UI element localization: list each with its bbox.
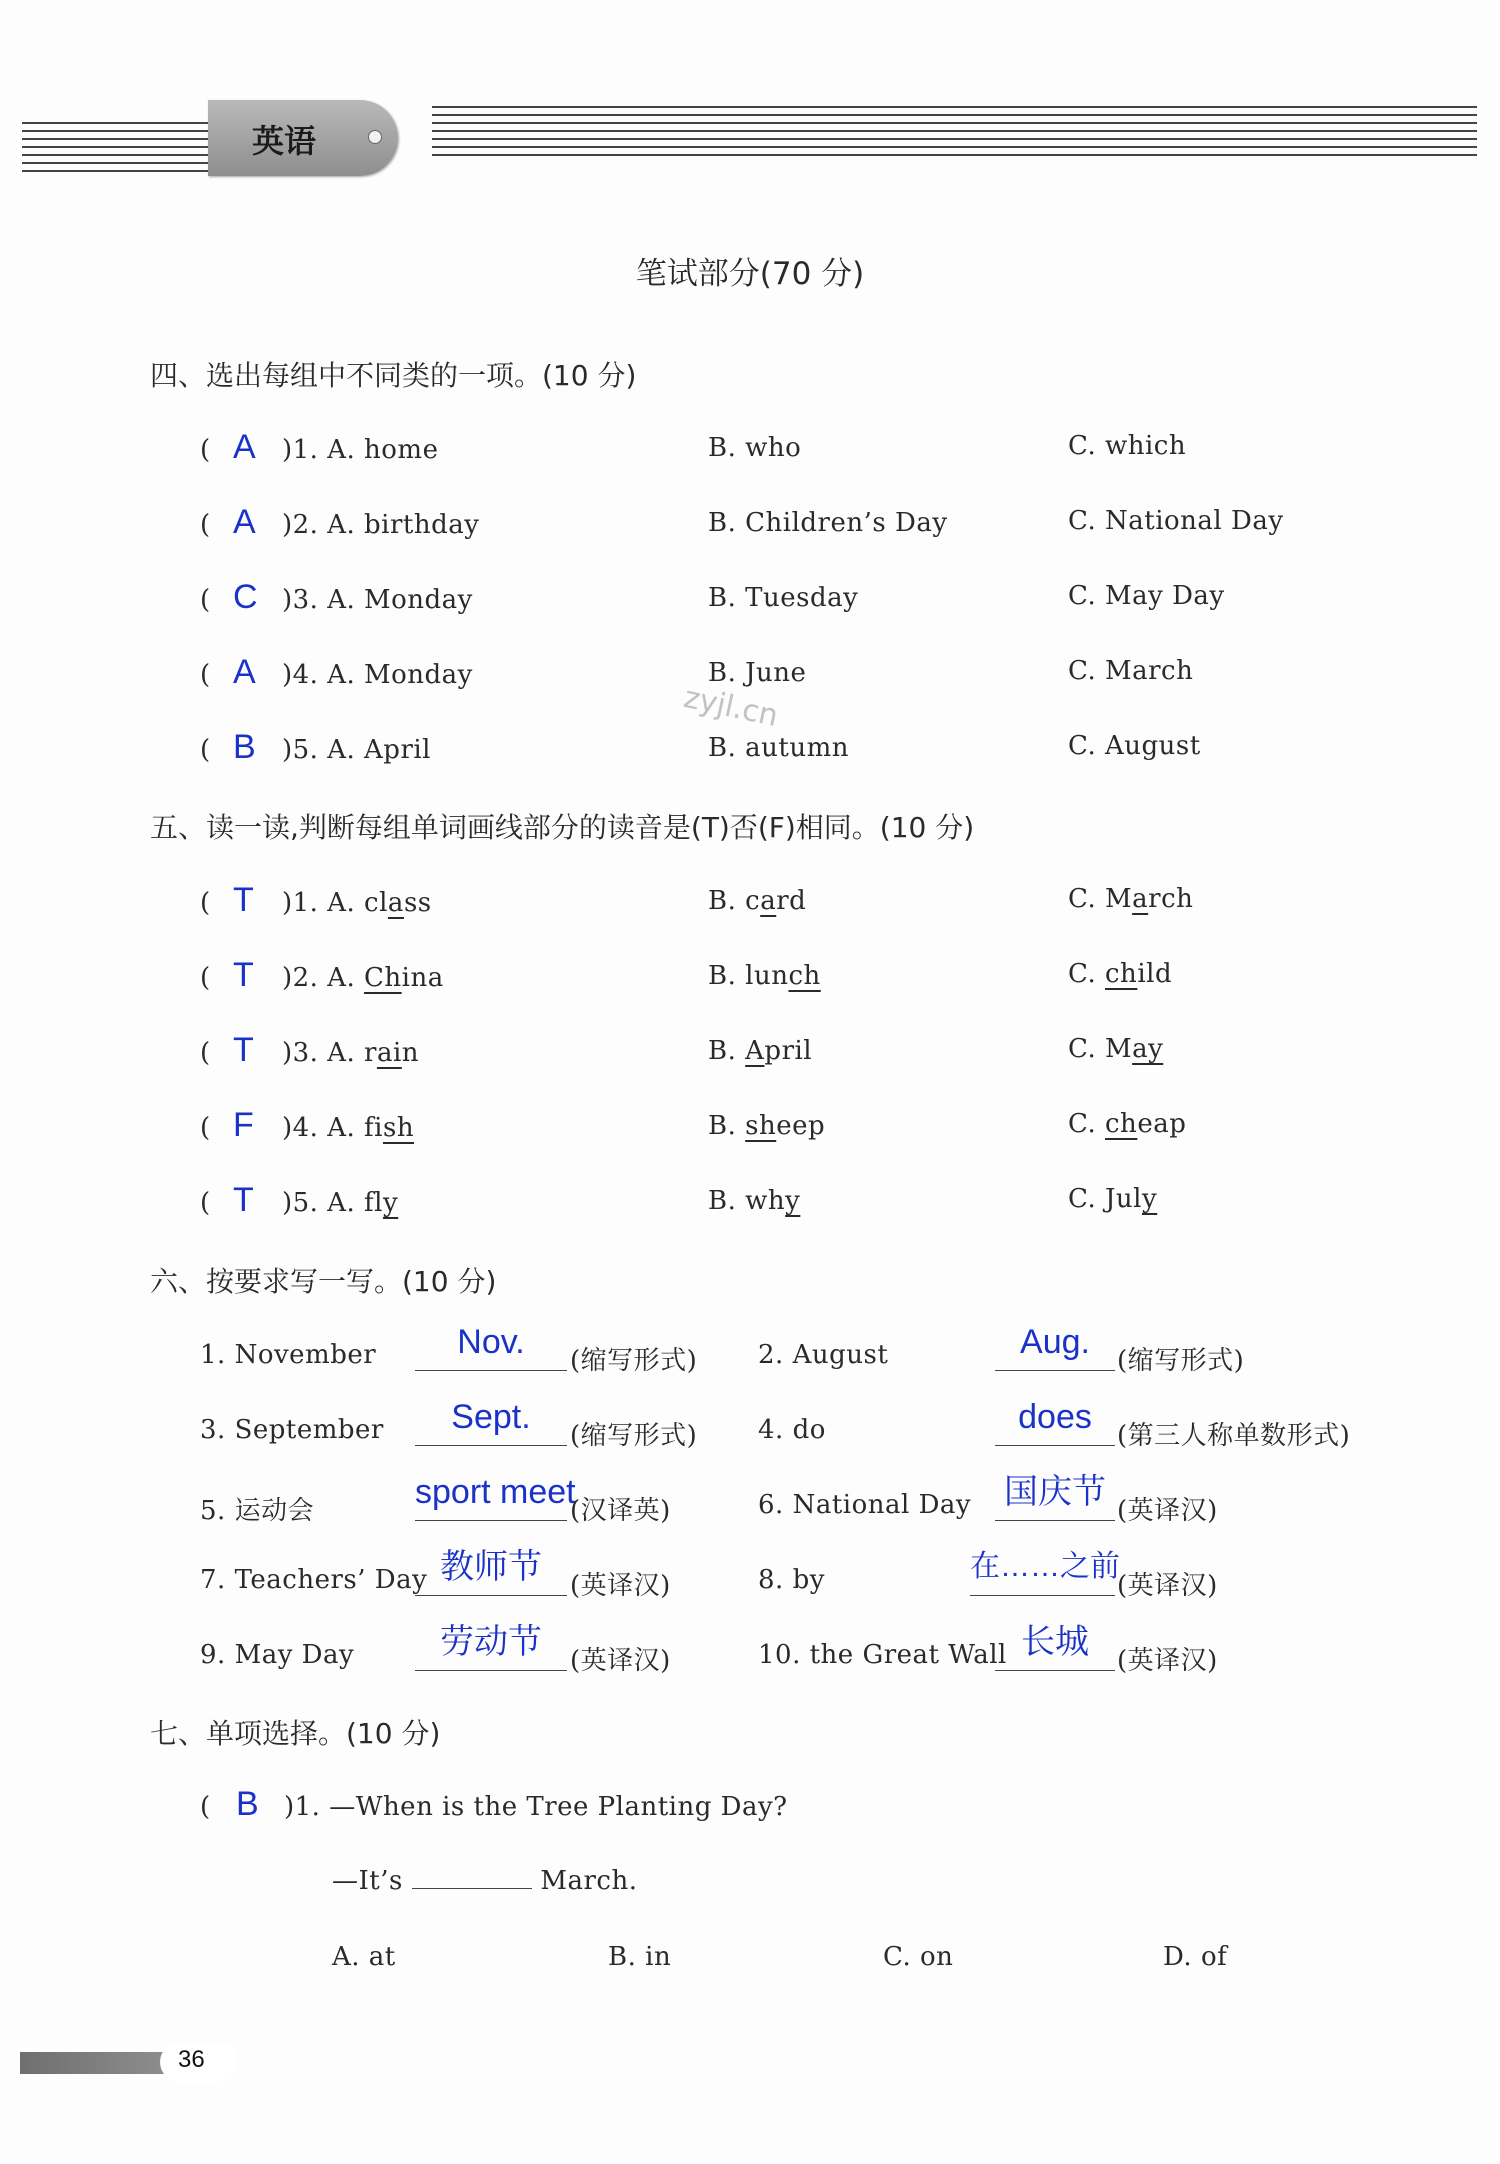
word-part: B. [708,1036,746,1066]
answer-blank: 长城 [995,1622,1115,1671]
answer-mark: C [233,578,258,616]
prompt-label: 10. the Great Wall [758,1640,1007,1670]
part-title: 笔试部分(70 分) [635,256,865,292]
option-c: C. March [1068,656,1194,686]
subject-label: 英语 [252,122,317,160]
hint-label: (缩写形式) [570,1421,698,1451]
option-c [1068,1034,1163,1064]
prompt-label: 5. 运动会 [200,1496,315,1526]
question-text: )1. —When is the Tree Planting Day? [284,1792,788,1822]
open-bracket: ( [200,735,211,765]
hint-label: (缩写形式) [570,1346,698,1376]
open-bracket: ( [200,963,211,993]
answer-mark: T [233,1181,254,1219]
reply-line [332,1866,637,1896]
open-bracket: ( [200,1188,211,1218]
reply-start: —It’s [332,1866,403,1896]
underlined-part: A [745,1036,765,1066]
option-c [1068,884,1193,914]
underlined-part: ch [1105,1109,1138,1139]
option-b [708,1186,800,1216]
word-part: C. [1068,1109,1105,1139]
item-number: )1. A. [282,888,356,918]
answer-mark: T [233,956,254,994]
answer-mark: A [233,653,256,691]
open-bracket: ( [200,1113,211,1143]
prompt-label: 1. November [200,1340,377,1370]
word-part: C. M [1068,884,1133,914]
open-bracket: ( [200,888,211,918]
option-b: B. June [708,658,807,688]
answer-blank: Nov. [415,1322,567,1371]
section-4-heading: 四、选出每组中不同类的一项。(10 分) [150,359,637,392]
option-c: C. National Day [1068,506,1284,536]
answer-blank: does [995,1397,1115,1446]
option-b: B. Tuesday [708,583,859,613]
hint-label: (英译汉) [1117,1646,1218,1676]
underlined-part: ay [1132,1034,1164,1064]
open-bracket: ( [200,510,211,540]
open-bracket: ( [200,435,211,465]
option-a [282,1113,414,1143]
word-part: B. c [708,886,761,916]
word-part: B. lun [708,961,789,991]
underlined-part: ch [1105,959,1138,989]
answer-mark: A [233,428,256,466]
option-a [282,963,444,993]
choice-d: D. of [1163,1942,1228,1972]
item-number: )5. A. [282,1188,356,1218]
section-6-heading: 六、按要求写一写。(10 分) [150,1265,497,1298]
word-part: n [401,1038,420,1068]
word-part: C. Jul [1068,1184,1142,1214]
option-a: )2. A. birthday [282,510,480,540]
answer-blank: 劳动节 [415,1622,567,1671]
hint-label: (英译汉) [570,1571,671,1601]
answer-blank: sport meet [415,1472,567,1521]
option-b [708,1036,812,1066]
answer-mark: A [233,503,256,541]
prompt-label: 3. September [200,1415,384,1445]
underlined-part: ch [788,961,821,991]
word-part: ild [1137,959,1173,989]
underlined-part: sh [745,1111,777,1141]
tab-dot-icon [368,130,382,144]
open-bracket: ( [200,660,211,690]
prompt-label: 4. do [758,1415,826,1445]
underlined-part: a [1132,884,1149,914]
choice-b: B. in [608,1942,672,1972]
option-a [282,888,432,918]
watermark: zyjl.cn [680,680,782,735]
option-c: C. which [1068,431,1187,461]
word-part: B. wh [708,1186,786,1216]
item-number: )4. A. [282,1113,356,1143]
word-part: ina [401,963,444,993]
reply-blank [412,1866,532,1889]
page-number: 36 [178,2046,205,2073]
option-c [1068,959,1172,989]
answer-mark: B [236,1785,259,1823]
option-b: B. Children’s Day [708,508,948,538]
option-a: )3. A. Monday [282,585,473,615]
option-b: B. who [708,433,802,463]
word-part: B. [708,1111,746,1141]
word-part: ss [403,888,432,918]
underlined-part: a [387,888,404,918]
option-b [708,1111,825,1141]
underlined-part: sh [382,1113,415,1143]
option-c: C. May Day [1068,581,1225,611]
word-part: pril [764,1036,813,1066]
hint-label: (缩写形式) [1117,1346,1245,1376]
underlined-part: y [1141,1184,1158,1214]
answer-blank: 国庆节 [995,1472,1115,1521]
reply-end: March. [540,1866,638,1896]
word-part: C. M [1068,1034,1133,1064]
answer-mark: T [233,1031,254,1069]
answer-blank: Sept. [415,1397,567,1446]
option-b [708,961,821,991]
word-part: fl [364,1188,383,1218]
underlined-part: ai [376,1038,402,1068]
hint-label: (汉译英) [570,1496,671,1526]
word-part: eep [776,1111,826,1141]
hint-label: (英译汉) [1117,1571,1218,1601]
underlined-part: y [785,1186,801,1216]
option-a: )5. A. April [282,735,431,765]
section-5-heading: 五、读一读,判断每组单词画线部分的读音是(T)否(F)相同。(10 分) [150,811,975,844]
hint-label: (第三人称单数形式) [1117,1421,1351,1451]
answer-mark: T [233,881,254,919]
answer-blank: 教师节 [415,1547,567,1596]
option-b: B. autumn [708,733,849,763]
word-part: rd [776,886,807,916]
option-a [282,1188,398,1218]
word-part: fi [364,1113,383,1143]
option-a: )4. A. Monday [282,660,473,690]
option-a [282,1038,419,1068]
option-b [708,886,806,916]
option-c: C. August [1068,731,1201,761]
header-lines-left [22,122,212,174]
word-part: C. [1068,959,1105,989]
hint-label: (英译汉) [1117,1496,1218,1526]
open-bracket: ( [200,1038,211,1068]
item-number: )3. A. [282,1038,356,1068]
answer-blank: Aug. [995,1322,1115,1371]
item-number: )2. A. [282,963,356,993]
choice-c: C. on [883,1942,954,1972]
answer-blank: 在……之前 [970,1547,1115,1596]
word-part: rch [1148,884,1194,914]
answer-mark: F [233,1106,254,1144]
answer-mark: B [233,728,256,766]
hint-label: (英译汉) [570,1646,671,1676]
choice-a: A. at [332,1942,396,1972]
section-7-heading: 七、单项选择。(10 分) [150,1717,441,1750]
prompt-label: 7. Teachers’ Day [200,1565,428,1595]
prompt-label: 2. August [758,1340,889,1370]
prompt-label: 8. by [758,1565,825,1595]
word-part: eap [1137,1109,1187,1139]
open-bracket: ( [200,1792,211,1822]
underlined-part: Ch [364,963,402,993]
prompt-label: 6. National Day [758,1490,972,1520]
option-c [1068,1184,1157,1214]
header-lines-right [432,106,1477,156]
underlined-part: a [760,886,777,916]
underlined-part: y [382,1188,399,1218]
option-c [1068,1109,1186,1139]
word-part: cl [364,888,388,918]
prompt-label: 9. May Day [200,1640,355,1670]
option-a: )1. A. home [282,435,439,465]
open-bracket: ( [200,585,211,615]
word-part: r [364,1038,377,1068]
subject-tab [208,100,398,176]
